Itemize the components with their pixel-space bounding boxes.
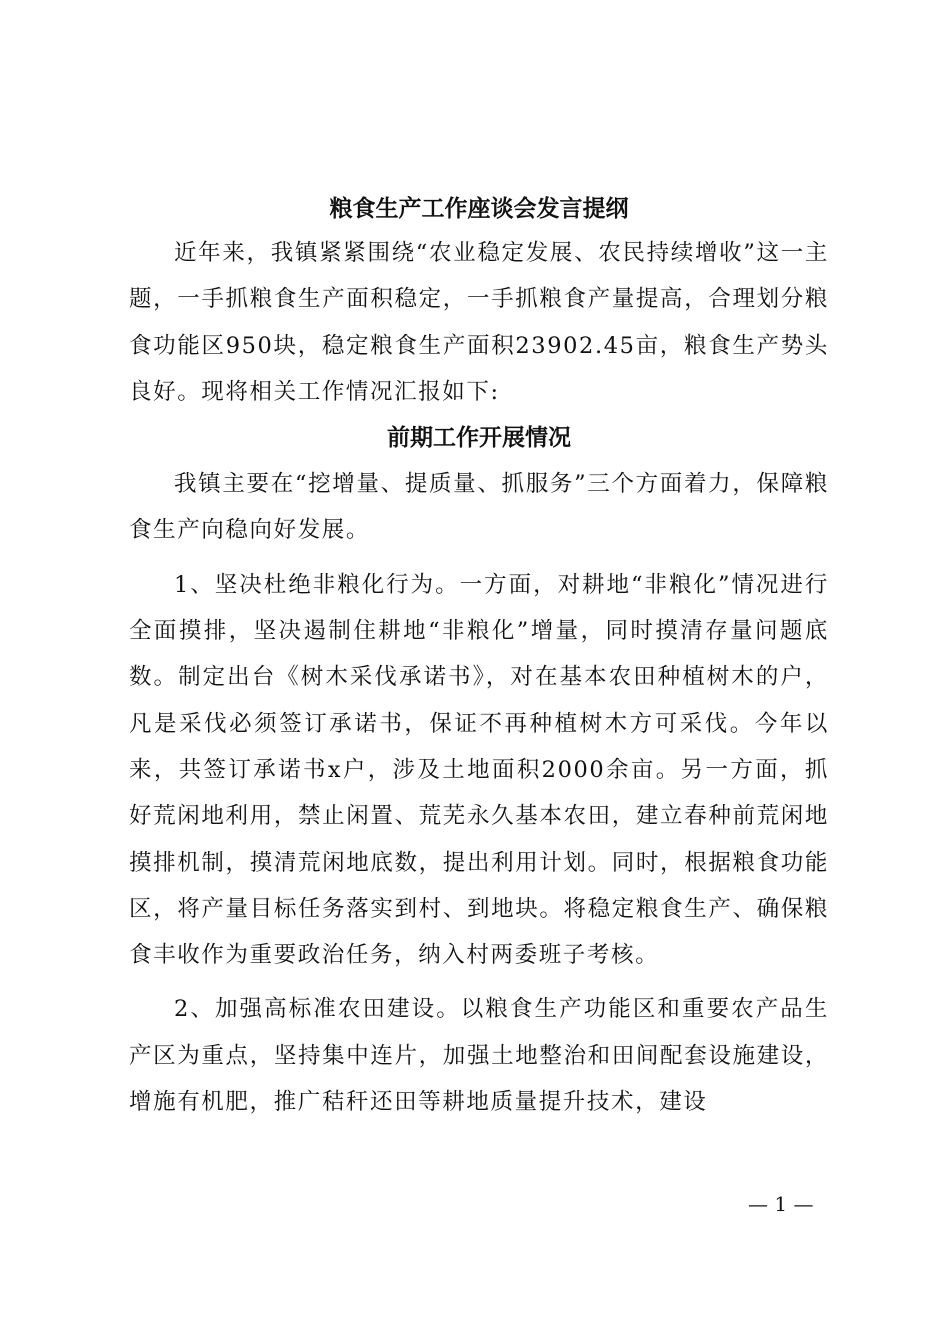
document-body (129, 188, 829, 1125)
page-number: — 1 — (748, 1192, 814, 1216)
section-paragraph: 我镇主要在“挖增量、提质量、抓服务”三个方面着力，保障粮食生产向稳向好发展。 (129, 471, 829, 544)
paragraph-spacer (129, 978, 829, 986)
section-heading: 前期工作开展情况 (387, 424, 571, 452)
document-title: 粮食生产工作座谈会发言提纲 (329, 195, 629, 222)
paragraph-spacer (129, 554, 829, 562)
section-paragraph: 2、加强高标准农田建设。以粮食生产功能区和重要农产品生产区为重点，坚持集中连片，加强土地整治和田间配套设施建设，增施有机肥，推广秸秆还田等耕地质量提升技术，建设 (129, 996, 829, 1116)
section-paragraph: 1、坚决杜绝非粮化行为。一方面，对耕地“非粮化”情况进行全面摸排，坚决遏制住耕地“非粮化”增量，同时摸清存量问题底数。制定出台《树木采伐承诺书》，对在基本农田种植树木的户，凡是采伐必须签订承诺书，保证不再种植树木方可采伐。今年以来，共签订承诺书x户，涉及土地面积2000余亩。另一方面，抓好荒闲地利用，禁止闲置、荒芜永久基本农田，建立春种前荒闲地摸排机制，摸清荒闲地底数，提出利用计划。同时，根据粮食功能区，将产量目标任务落实到村、到地块。将稳定粮食生产、确保粮食丰收作为重要政治任务，纳入村两委班子考核。 (129, 571, 829, 969)
intro-paragraph: 近年来，我镇紧紧围绕“农业稳定发展、农民持续增收”这一主题，一手抓粮食生产面积稳定，一手抓粮食产量提高，合理划分粮食功能区950块，稳定粮食生产面积23902.45亩，粮食生产势头良好。现将相关工作情况汇报如下: (129, 240, 829, 405)
